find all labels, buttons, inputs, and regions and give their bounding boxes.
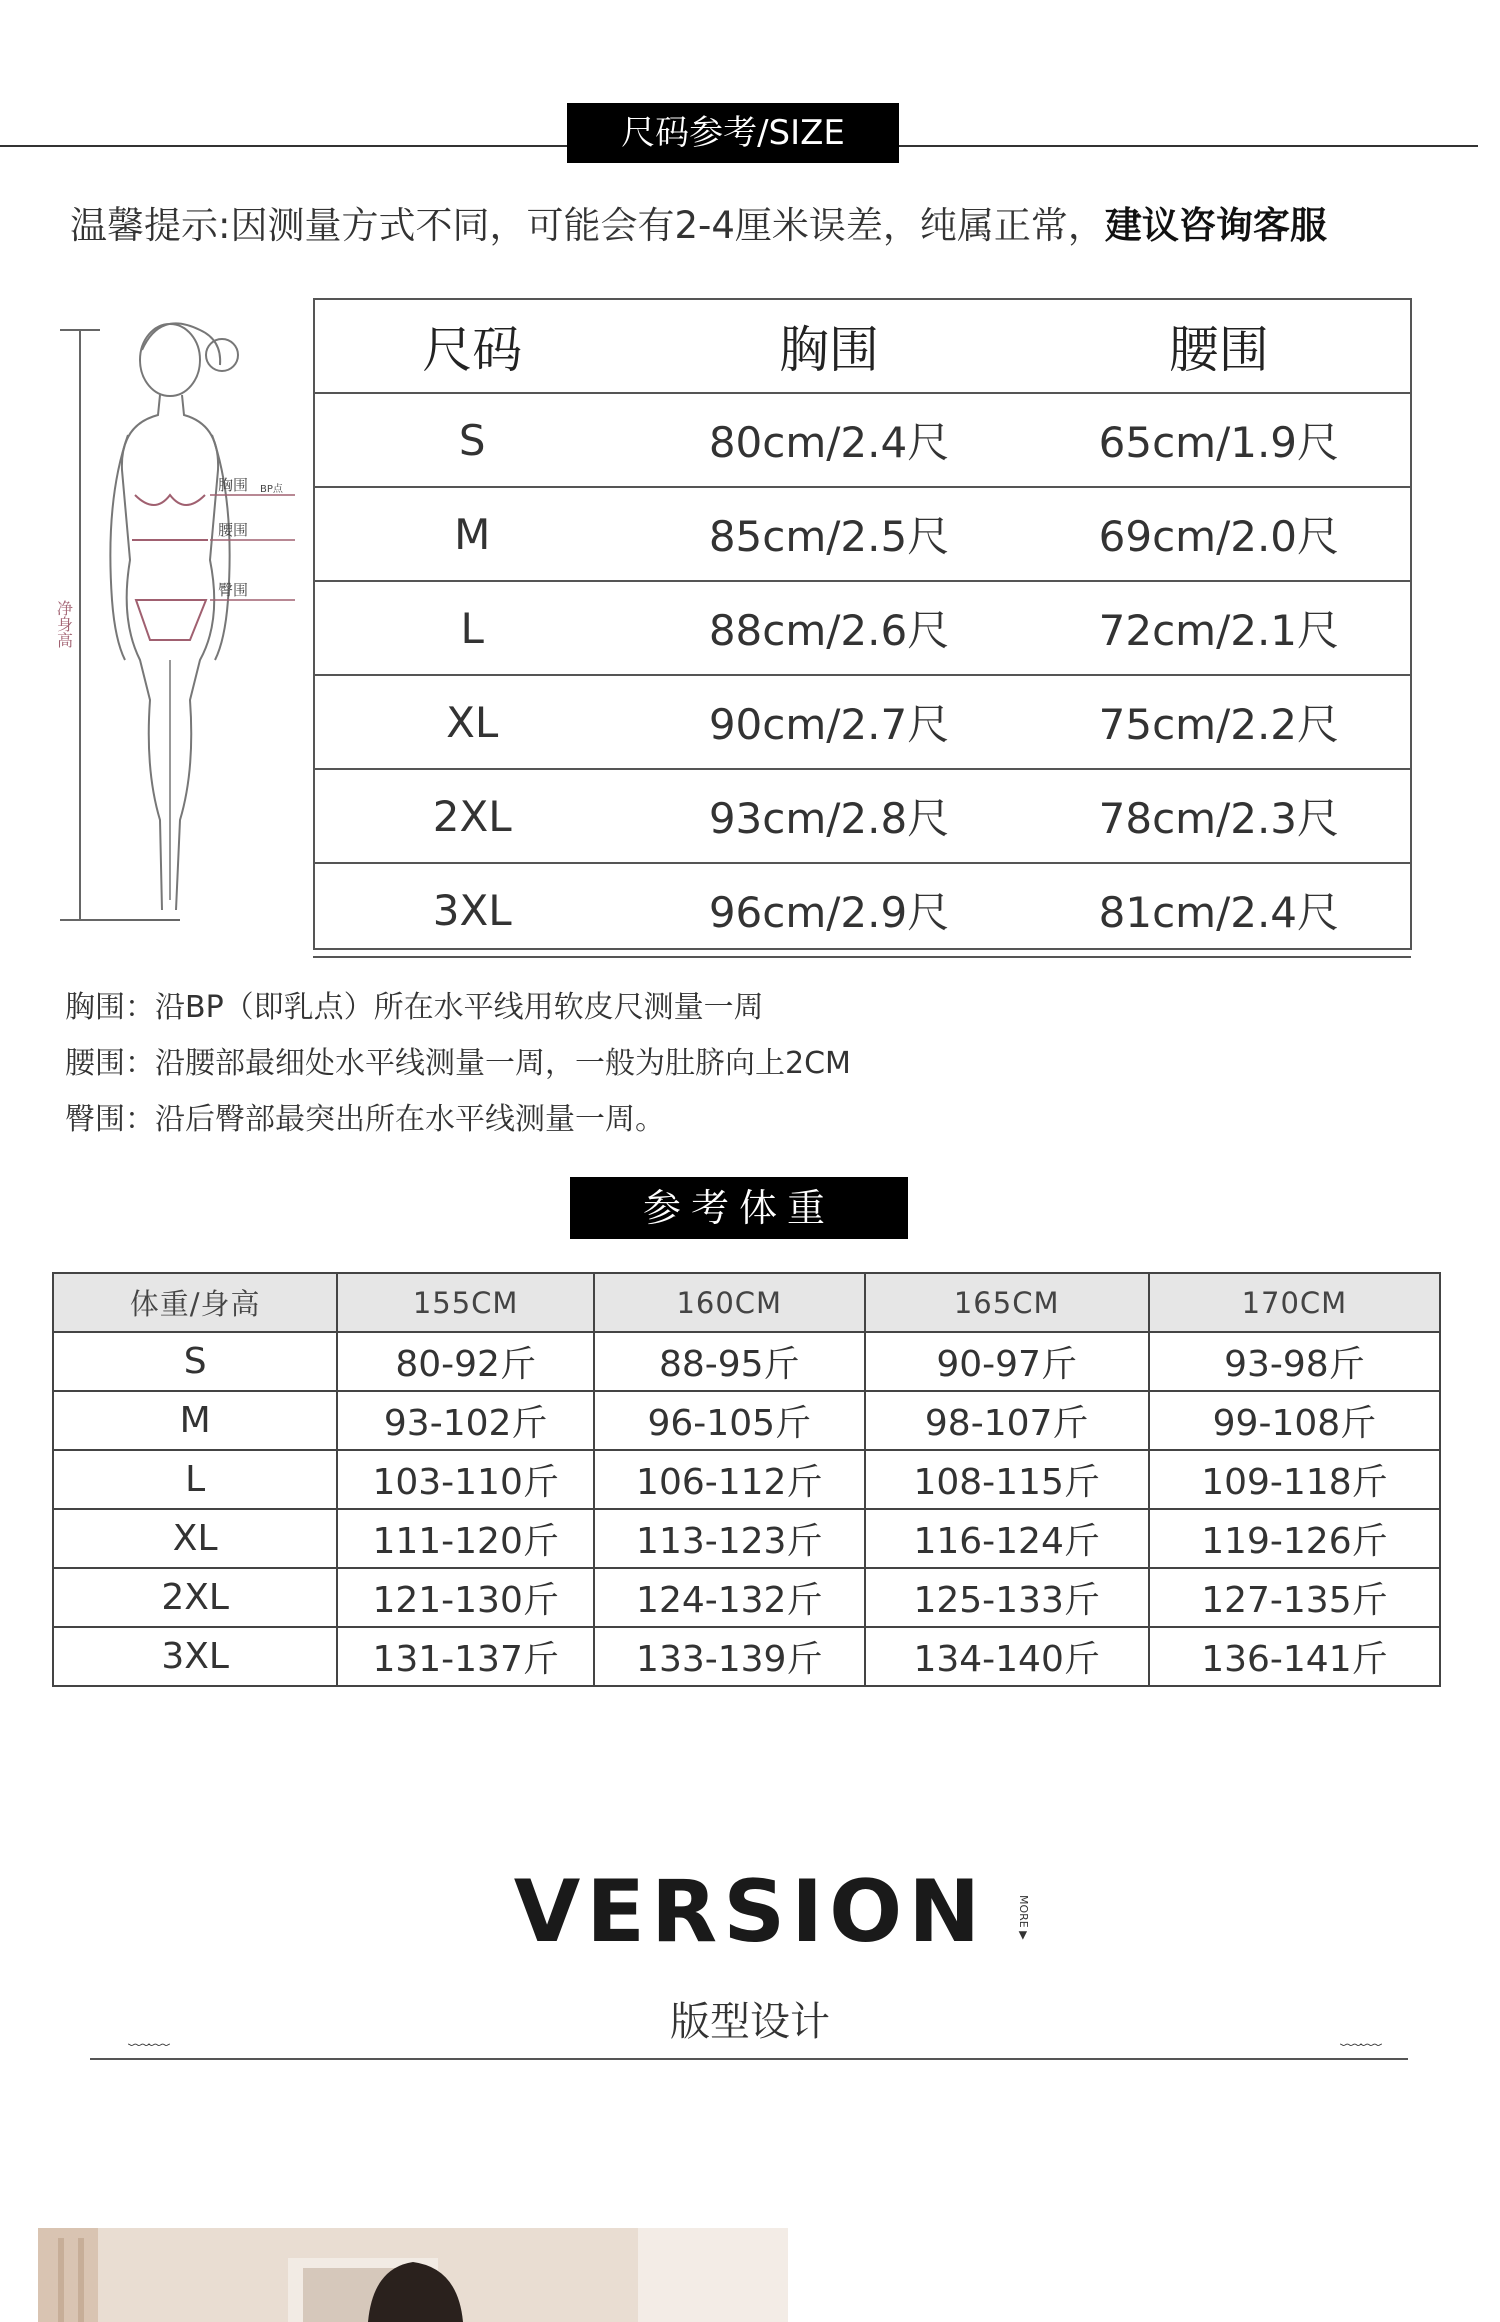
weight-table-header-row (53, 1273, 1440, 1332)
weight-cell: 134-140斤 (865, 1627, 1149, 1686)
size-cell: 2XL (53, 1568, 337, 1627)
waist-cell: 72cm/2.1尺 (1027, 581, 1411, 675)
weight-table-header: 165CM (865, 1273, 1149, 1332)
measurement-notes (65, 980, 851, 1148)
product-photo (38, 2228, 788, 2322)
weight-cell: 124-132斤 (594, 1568, 865, 1627)
size-cell: 3XL (313, 863, 631, 957)
size-cell: S (313, 393, 631, 487)
table-row (53, 1450, 1440, 1509)
size-cell: L (53, 1450, 337, 1509)
size-table-header: 腰围 (1027, 299, 1411, 393)
figure-label-hip: 臀围 (218, 581, 249, 599)
weight-table (52, 1272, 1441, 1687)
decor-squiggle-right: ﹏﹏ (1340, 2025, 1381, 2050)
size-header-label: 尺码参考/SIZE (567, 103, 899, 163)
figure-label-height: 净身高 (54, 600, 74, 648)
weight-cell: 90-97斤 (865, 1332, 1149, 1391)
size-cell: M (313, 487, 631, 581)
weight-cell: 136-141斤 (1149, 1627, 1440, 1686)
weight-cell: 131-137斤 (337, 1627, 594, 1686)
weight-cell: 133-139斤 (594, 1627, 865, 1686)
bust-cell: 88cm/2.6尺 (631, 581, 1026, 675)
weight-cell: 121-130斤 (337, 1568, 594, 1627)
waist-cell: 75cm/2.2尺 (1027, 675, 1411, 769)
tip-text: 温馨提示:因测量方式不同，可能会有2-4厘米误差，纯属正常， (70, 204, 1105, 247)
bust-cell: 93cm/2.8尺 (631, 769, 1026, 863)
table-row (53, 1509, 1440, 1568)
weight-cell: 113-123斤 (594, 1509, 865, 1568)
table-row (313, 487, 1411, 581)
waist-cell: 81cm/2.4尺 (1027, 863, 1411, 957)
measurement-tip (70, 195, 1327, 249)
decor-squiggle-left: ﹏﹏ (128, 2025, 169, 2050)
bust-cell: 96cm/2.9尺 (631, 863, 1026, 957)
weight-cell: 99-108斤 (1149, 1391, 1440, 1450)
size-cell: M (53, 1391, 337, 1450)
table-row (53, 1627, 1440, 1686)
weight-cell: 93-102斤 (337, 1391, 594, 1450)
bust-cell: 90cm/2.7尺 (631, 675, 1026, 769)
version-divider (90, 2058, 1408, 2060)
body-measurement-figure (50, 300, 310, 930)
table-row (53, 1332, 1440, 1391)
weight-cell: 98-107斤 (865, 1391, 1149, 1450)
size-table (313, 298, 1411, 958)
weight-cell: 127-135斤 (1149, 1568, 1440, 1627)
figure-label-waist: 腰围 (218, 521, 249, 539)
note-waist: 腰围：沿腰部最细处水平线测量一周，一般为肚脐向上2CM (65, 1046, 851, 1081)
tip-bold: 建议咨询客服 (1104, 204, 1327, 247)
weight-cell: 125-133斤 (865, 1568, 1149, 1627)
table-row (313, 769, 1411, 863)
weight-cell: 80-92斤 (337, 1332, 594, 1391)
waist-cell: 78cm/2.3尺 (1027, 769, 1411, 863)
weight-table-header: 体重/身高 (53, 1273, 337, 1332)
size-cell: L (313, 581, 631, 675)
weight-cell: 108-115斤 (865, 1450, 1149, 1509)
waist-cell: 65cm/1.9尺 (1027, 393, 1411, 487)
product-photo-art (38, 2228, 788, 2322)
figure-label-bust: 胸围 (218, 476, 249, 494)
table-row (313, 393, 1411, 487)
weight-cell: 111-120斤 (337, 1509, 594, 1568)
size-cell: S (53, 1332, 337, 1391)
size-cell: XL (53, 1509, 337, 1568)
weight-cell: 106-112斤 (594, 1450, 865, 1509)
bust-cell: 80cm/2.4尺 (631, 393, 1026, 487)
table-row (313, 581, 1411, 675)
figure-label-bp: BP点 (260, 484, 283, 495)
version-subtitle: 版型设计 (670, 1999, 830, 2045)
table-row (313, 675, 1411, 769)
weight-cell: 96-105斤 (594, 1391, 865, 1450)
weight-cell: 116-124斤 (865, 1509, 1149, 1568)
size-cell: 2XL (313, 769, 631, 863)
note-hip: 臀围：沿后臀部最突出所在水平线测量一周。 (65, 1102, 665, 1137)
bust-cell: 85cm/2.5尺 (631, 487, 1026, 581)
version-title: VERSION (513, 1862, 987, 1962)
weight-cell: 119-126斤 (1149, 1509, 1440, 1568)
more-link[interactable]: MORE ▶ (1017, 1895, 1030, 1940)
waist-cell: 69cm/2.0尺 (1027, 487, 1411, 581)
note-bust: 胸围：沿BP（即乳点）所在水平线用软皮尺测量一周 (65, 990, 764, 1025)
size-cell: XL (313, 675, 631, 769)
weight-table-header: 170CM (1149, 1273, 1440, 1332)
size-table-header: 胸围 (631, 299, 1026, 393)
weight-table-header: 155CM (337, 1273, 594, 1332)
table-row (53, 1568, 1440, 1627)
weight-header-label: 参考体重 (570, 1177, 908, 1239)
size-table-header-row (313, 299, 1411, 393)
table-row (313, 863, 1411, 957)
weight-cell: 109-118斤 (1149, 1450, 1440, 1509)
weight-cell: 93-98斤 (1149, 1332, 1440, 1391)
weight-cell: 88-95斤 (594, 1332, 865, 1391)
table-row (53, 1391, 1440, 1450)
weight-table-header: 160CM (594, 1273, 865, 1332)
weight-cell: 103-110斤 (337, 1450, 594, 1509)
size-cell: 3XL (53, 1627, 337, 1686)
size-table-header: 尺码 (313, 299, 631, 393)
